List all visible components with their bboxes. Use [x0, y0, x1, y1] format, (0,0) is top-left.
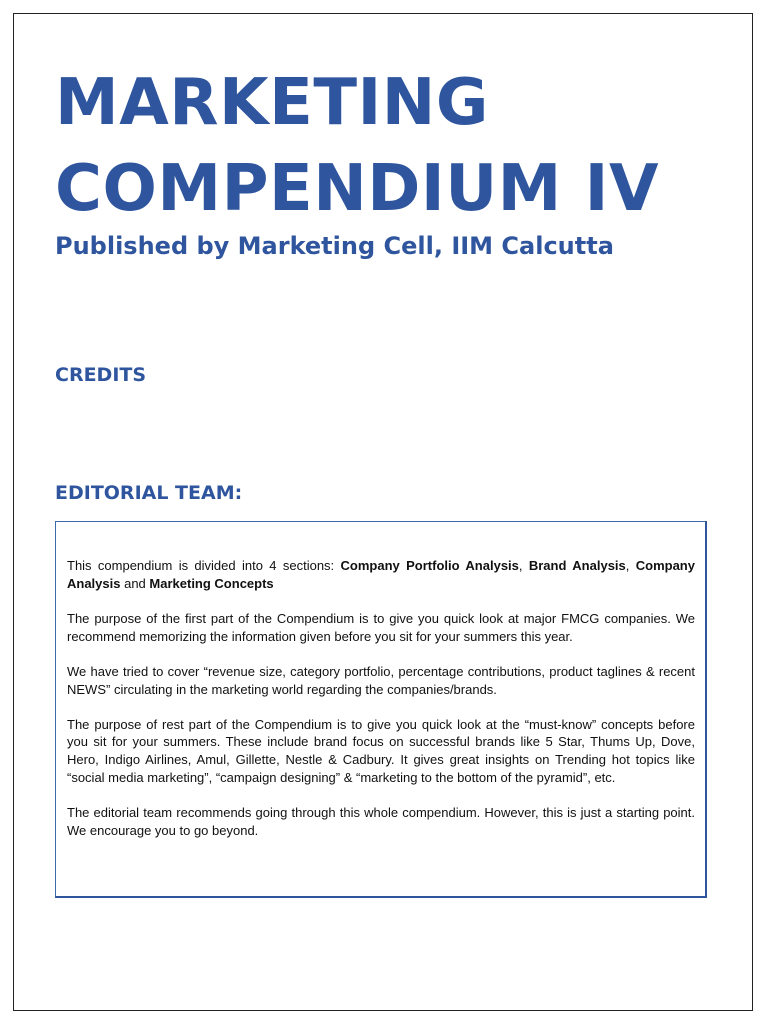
section-name-4: Marketing Concepts	[149, 575, 274, 591]
separator-1: ,	[518, 558, 529, 573]
intro-paragraph-recommendation: The editorial team recommends going through this whole compendium. However, this is just a starting point. We encourage you to go beyond.	[67, 805, 695, 838]
credits-heading: CREDITS	[55, 364, 147, 386]
section-name-1: Company Portfolio Analysis	[340, 558, 519, 573]
document-subtitle: Published by Marketing Cell, IIM Calcutta	[55, 232, 614, 260]
intro-paragraph-sections	[67, 557, 695, 592]
intro-text-box	[55, 521, 707, 898]
section-name-2: Brand Analysis	[528, 558, 626, 573]
document-title	[55, 60, 659, 232]
sections-lead-text: This compendium is divided into 4 sections:	[67, 558, 341, 573]
section-name-3: Company Analysis	[67, 558, 695, 591]
editorial-team-heading: EDITORIAL TEAM:	[55, 482, 243, 504]
intro-paragraph-coverage: We have tried to cover “revenue size, category portfolio, percentage contributions, product taglines & recent NEWS” circulating in the marketing world regarding the companies/brands.	[67, 663, 695, 697]
intro-paragraph-rest-part: The purpose of rest part of the Compendium is to give you quick look at the “must-know” concepts before you sit for your summers. These include brand focus on successful brands like 5 Star, Thums Up, Dove, Hero, Indigo Airlines, Amul, Gillette, Nestle & Cadbury. It gives great insights on Trending hot topics like “social media marketing”, “campaign designing” & “marketing to the bottom of the pyramid”, etc.	[67, 716, 695, 785]
title-line-1: MARKETING	[55, 66, 489, 140]
title-line-2: COMPENDIUM IV	[55, 152, 659, 226]
conjunction-text: and	[120, 575, 150, 591]
intro-paragraph-first-part: The purpose of the first part of the Compendium is to give you quick look at major FMCG companies. We recommend memorizing the information given before you sit for your summers this year.	[67, 610, 695, 644]
separator-2: ,	[625, 558, 636, 573]
